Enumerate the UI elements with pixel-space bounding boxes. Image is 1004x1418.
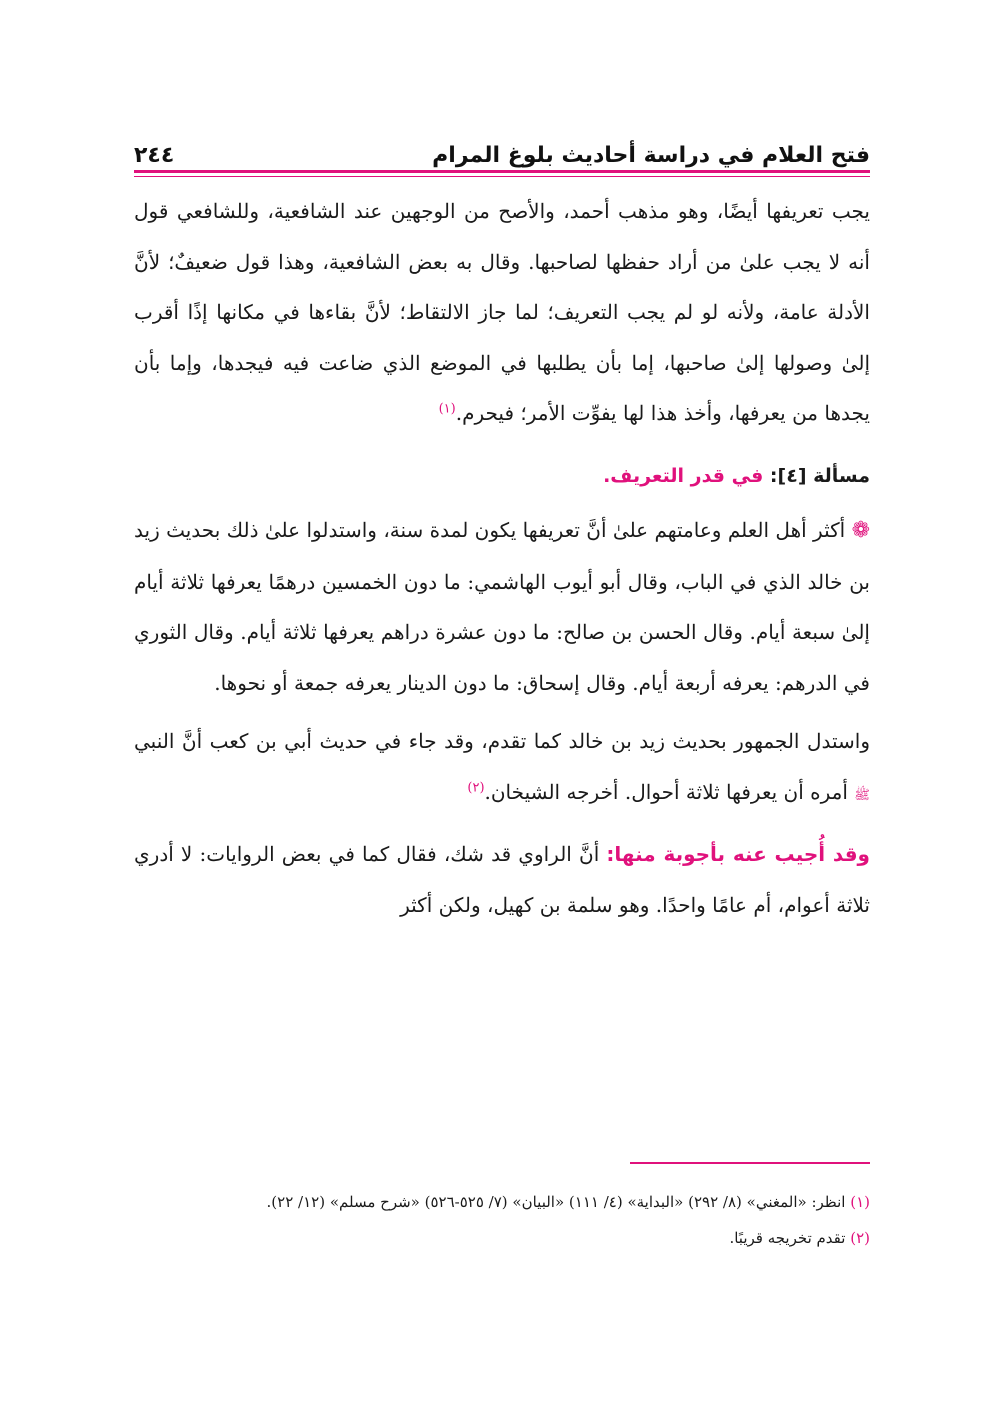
paragraph-2-text: أكثر أهل العلم وعامتهم علىٰ أنَّ تعريفها يكون لمدة سنة، واستدلوا علىٰ ذلك بحديث زيد بن خالد الذي في الباب، وقال أبو أيوب الهاشمي: ما دون الخمسين درهمًا يعرفها ثلاثة أيام إلىٰ سبعة أيام. وقال الحسن بن صالح: ما دون عشرة دراهم يعرفها ثلاثة أيام. وقال الثوري في الدرهم: يعرفه أربعة أيام. وقال إسحاق: ما دون الدينار يعرفه جمعة أو نحوها. — [134, 518, 870, 695]
footnote-1 — [134, 1188, 870, 1216]
paragraph-4 — [134, 829, 870, 930]
page-number: ٢٤٤ — [134, 143, 175, 168]
footnote-2-text: تقدم تخريجه قريبًا. — [729, 1229, 846, 1247]
footnote-1-number: (١) — [850, 1193, 870, 1211]
issue-title: في قدر التعريف. — [603, 464, 764, 487]
header-rule-thin — [134, 176, 870, 177]
book-title: فتح العلام في دراسة أحاديث بلوغ المرام — [432, 143, 870, 168]
paragraph-4-text: أنَّ الراوي قد شك، فقال كما في بعض الروايات: لا أدري ثلاثة أعوام، أم عامًا واحدًا. وهو سلمة بن كهيل، ولكن أكثر — [134, 842, 870, 917]
header-rule-thick — [134, 170, 870, 173]
footnote-2 — [134, 1224, 870, 1252]
footnote-ref-1[interactable]: (١) — [438, 401, 456, 417]
main-text — [134, 186, 870, 930]
paragraph-3-text-a: واستدل الجمهور بحديث زيد بن خالد كما تقدم، وقد جاء في حديث أبي بن كعب أنَّ النبي — [134, 729, 870, 753]
footnotes — [134, 1188, 870, 1260]
footnote-ref-2[interactable]: (٢) — [467, 779, 485, 795]
flower-ornament-icon: ❁ — [851, 518, 871, 543]
paragraph-2 — [134, 505, 870, 708]
footnote-separator — [630, 1162, 870, 1164]
paragraph-3 — [134, 716, 870, 821]
paragraph-3-text-b: أمره أن يعرفها ثلاثة أحوال. أخرجه الشيخان. — [484, 779, 848, 804]
answer-lead: وقد أُجيب عنه بأجوبة منها: — [606, 842, 870, 866]
salutation-glyph: ﷺ — [854, 787, 870, 803]
issue-label: مسألة [٤]: — [769, 464, 870, 487]
running-header — [134, 122, 870, 168]
footnote-2-number: (٢) — [850, 1229, 870, 1247]
paragraph-1 — [134, 186, 870, 439]
footnote-1-text: انظر: «المغني» (٨/ ٢٩٢) «البداية» (٤/ ١١١) «البيان» (٧/ ٥٢٥-٥٢٦) «شرح مسلم» (١٢/ ٢٢). — [266, 1193, 846, 1211]
paragraph-1-text: يجب تعريفها أيضًا، وهو مذهب أحمد، والأصح من الوجهين عند الشافعية، وللشافعي قول أنه لا يجب علىٰ من أراد حفظها لصاحبها. وقال به بعض الشافعية، وهذا قول ضعيفٌ؛ لأنَّ الأدلة عامة، ولأنه لو لم يجب التعريف؛ لما جاز الالتقاط؛ لأنَّ بقاءها في مكانها إذًا أقرب إلىٰ وصولها إلىٰ صاحبها، إما بأن يطلبها في الموضع الذي ضاعت فيه فيجدها، وإما بأن يجدها من يعرفها، وأخذ هذا لها يفوِّت الأمر؛ فيحرم. — [134, 199, 870, 425]
issue-heading — [134, 451, 870, 502]
